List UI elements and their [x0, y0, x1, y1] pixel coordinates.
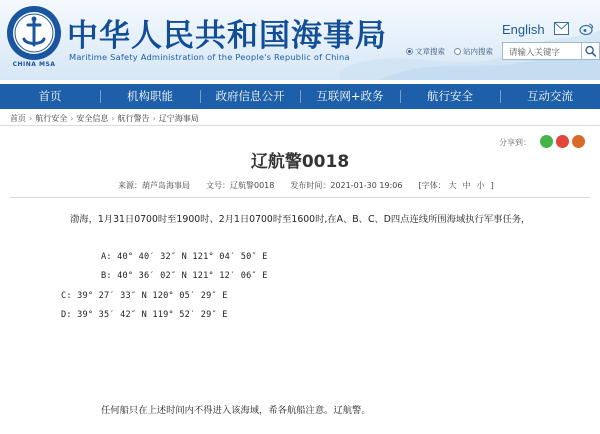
site-header — [0, 0, 600, 80]
font-size-close: ] — [490, 181, 494, 190]
article-source: 来源：葫芦岛海事局 — [118, 181, 190, 190]
weibo-icon[interactable] — [579, 22, 594, 35]
nav-item-gov-info[interactable]: 政府信息公开 — [200, 84, 300, 109]
font-size-controls — [418, 180, 493, 191]
share-label: 分享到： — [499, 138, 531, 147]
breadcrumb-item[interactable]: 航行安全 — [35, 114, 68, 123]
breadcrumb-separator: › — [70, 114, 74, 123]
breadcrumb-item[interactable]: 航行警告 — [117, 114, 150, 123]
english-link[interactable]: English — [502, 22, 545, 37]
nav-item-functions[interactable]: 机构职能 — [100, 84, 200, 109]
nav-item-navigation-safety[interactable]: 航行安全 — [400, 84, 500, 109]
radio-site-search[interactable] — [454, 46, 493, 57]
article-publish-time: 发布时间：2021-01-30 19:06 — [290, 181, 403, 190]
mail-icon[interactable] — [554, 22, 569, 35]
coordinate-a: A: 40° 40′ 32″ N 121° 04′ 50″ E — [101, 252, 268, 262]
article-title: 辽航警0018 — [250, 152, 350, 172]
nav-item-interaction[interactable]: 互动交流 — [500, 84, 600, 109]
article-meta — [118, 180, 494, 191]
breadcrumb-item[interactable]: 辽宁海事局 — [158, 114, 199, 123]
site-title[interactable]: 中华人民共和国海事局 — [67, 18, 387, 54]
article-doc-number: 文号：辽航警0018 — [206, 181, 275, 190]
breadcrumb — [10, 113, 199, 124]
logo-text: CHINA MSA — [12, 61, 56, 68]
radio-label: 站内搜索 — [463, 47, 493, 56]
radio-selected-icon — [406, 48, 413, 55]
site-title-english: Maritime Safety Administration of the People's Republic of China — [69, 52, 350, 62]
breadcrumb-separator: › — [111, 114, 115, 123]
radio-article-search[interactable] — [406, 46, 445, 57]
breadcrumb-item[interactable]: 安全信息 — [76, 114, 109, 123]
radio-icon — [454, 48, 461, 55]
nav-item-internet-gov[interactable]: 互联网+政务 — [300, 84, 400, 109]
article-closing: 任何船只在上述时间内不得进入该海域，希各航船注意。辽航警。 — [101, 405, 371, 416]
nav-item-home[interactable]: 首页 — [38, 89, 62, 103]
search-icon[interactable] — [582, 42, 600, 60]
coordinate-b: B: 40° 36′ 02″ N 121° 12′ 06″ E — [101, 271, 268, 281]
radio-label: 文章搜索 — [415, 47, 445, 56]
breadcrumb-item[interactable]: 首页 — [10, 114, 26, 123]
msa-logo[interactable] — [6, 5, 62, 61]
font-size-small[interactable]: 小 — [476, 181, 485, 190]
search-input[interactable]: 请输入关键字 — [502, 42, 582, 60]
article-paragraph: 渤海，1月31日0700时至1900时、2月1日0700时至1600时,在A、B、C、D四点连线所围海域执行军事任务， — [70, 214, 531, 225]
breadcrumb-separator: › — [29, 114, 33, 123]
breadcrumb-separator: › — [152, 114, 156, 123]
font-size-large[interactable]: 大 — [448, 181, 457, 190]
coordinate-c: C: 39° 27′ 33″ N 120° 05′ 29″ E — [61, 291, 228, 301]
breadcrumb-divider — [0, 125, 600, 126]
meta-divider — [10, 197, 590, 198]
coordinate-d: D: 39° 35′ 42″ N 119° 52′ 29″ E — [61, 310, 228, 320]
font-size-medium[interactable]: 中 — [462, 181, 471, 190]
main-nav — [0, 84, 600, 109]
font-size-label: [字体： — [418, 181, 446, 190]
